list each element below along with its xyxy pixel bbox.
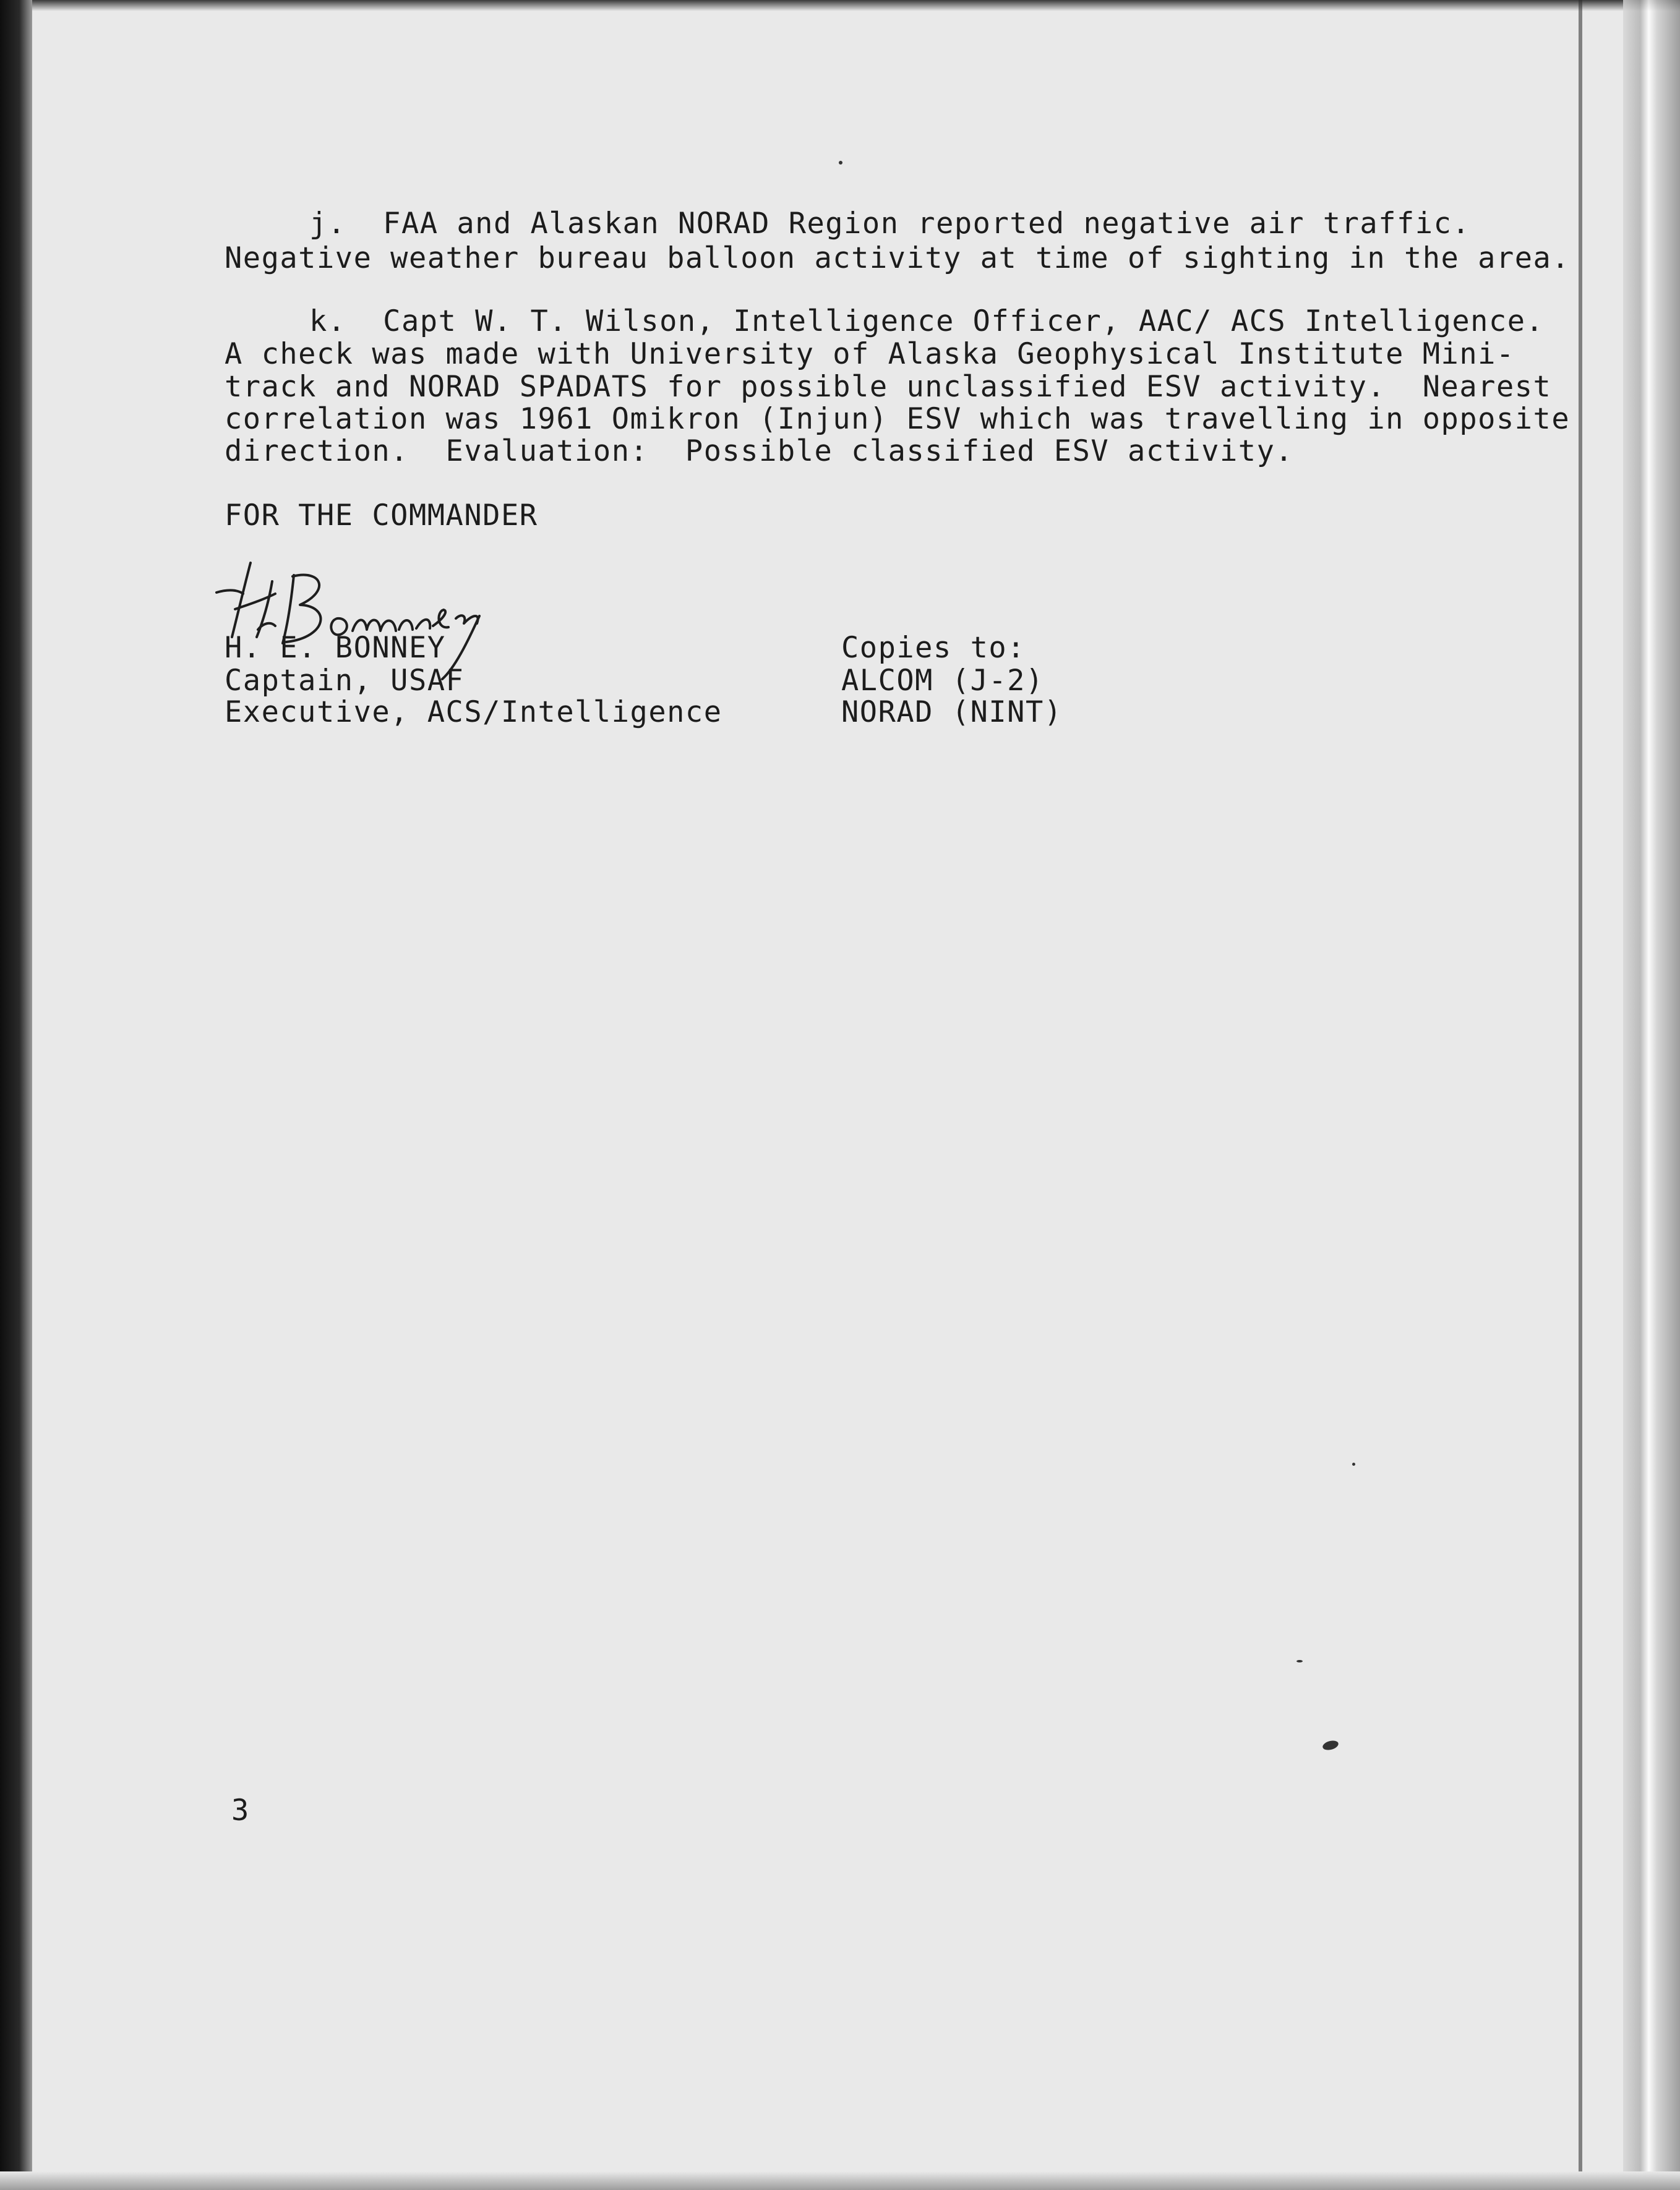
paragraph-k-line-2: A check was made with University of Alaska Geophysical Institute Mini- <box>225 337 1515 371</box>
copies-recipient: NORAD (NINT) <box>841 695 1063 729</box>
copies-recipient: ALCOM (J-2) <box>841 664 1044 698</box>
paragraph-k-line-4: correlation was 1961 Omikron (Injun) ESV which was travelling in opposite <box>225 402 1571 436</box>
scan-edge-right <box>1623 0 1680 2190</box>
paragraph-k-line-5: direction. Evaluation: Possible classified ESV activity. <box>225 434 1294 468</box>
signer-title: Executive, ACS/Intelligence <box>225 695 722 729</box>
scan-speck <box>839 161 842 165</box>
paragraph-k-line-3: track and NORAD SPADATS for possible unclassified ESV activity. Nearest <box>225 370 1552 404</box>
signer-rank: Captain, USAF <box>225 664 465 698</box>
page-number: 3 <box>231 1794 250 1828</box>
scan-edge-left <box>0 0 32 2190</box>
scan-speck <box>1322 1739 1340 1752</box>
closing-line: FOR THE COMMANDER <box>225 498 538 533</box>
scan-speck <box>1296 1660 1303 1662</box>
signer-name: H. E. BONNEY <box>225 631 446 665</box>
paragraph-j-line-1: j. FAA and Alaskan NORAD Region reported negative air traffic. <box>309 207 1471 241</box>
scan-edge-right-line <box>1579 0 1582 2190</box>
paragraph-k-line-1: k. Capt W. T. Wilson, Intelligence Officer, AAC/ ACS Intelligence. <box>309 304 1545 338</box>
paragraph-j-line-2: Negative weather bureau balloon activity at time of sighting in the area. <box>225 241 1571 275</box>
scan-edge-bottom <box>0 2171 1680 2190</box>
scan-speck <box>1352 1463 1355 1466</box>
scan-edge-top <box>0 0 1680 11</box>
copies-heading: Copies to: <box>841 631 1026 665</box>
